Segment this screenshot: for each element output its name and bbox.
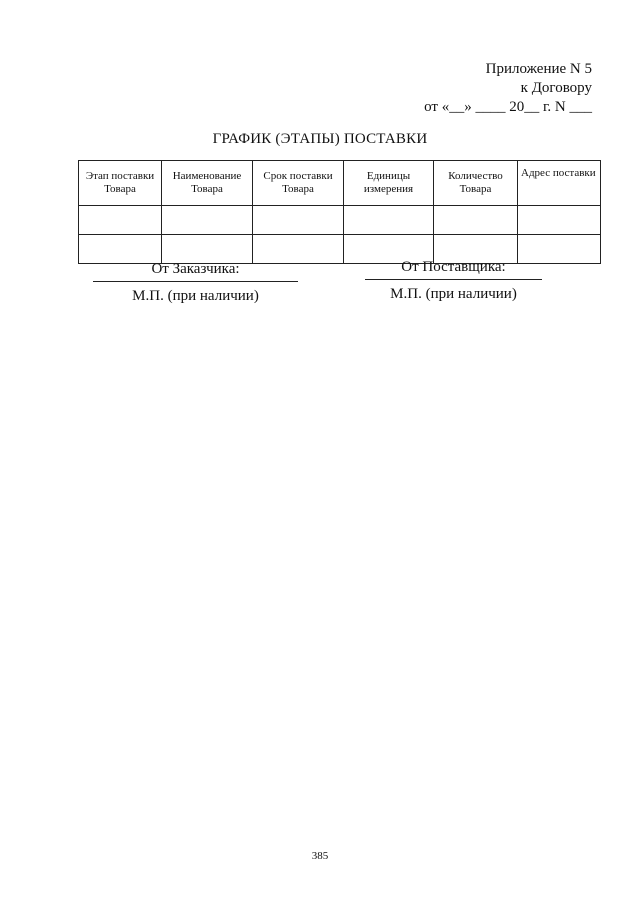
table-cell bbox=[162, 235, 253, 264]
supplier-signature-block bbox=[365, 259, 542, 303]
customer-signature-label: От Заказчика: bbox=[151, 261, 240, 277]
appendix-header bbox=[424, 60, 592, 117]
customer-stamp-label: М.П. (при наличии) bbox=[132, 288, 259, 304]
header-name: Наименование Товара bbox=[162, 161, 253, 206]
customer-signature-block bbox=[93, 261, 298, 305]
table-row bbox=[79, 206, 601, 235]
header-term: Срок поставки Товара bbox=[253, 161, 344, 206]
table-cell bbox=[162, 206, 253, 235]
customer-signature-line bbox=[93, 281, 298, 282]
header-stage: Этап поставки Товара bbox=[79, 161, 162, 206]
table-cell bbox=[253, 206, 344, 235]
table-cell bbox=[518, 206, 601, 235]
table-cell bbox=[434, 206, 518, 235]
table-cell bbox=[79, 235, 162, 264]
supplier-signature-line bbox=[365, 279, 542, 280]
page-number: 385 bbox=[311, 850, 329, 862]
delivery-schedule-table bbox=[78, 160, 601, 264]
table-cell bbox=[253, 235, 344, 264]
supplier-signature-label: От Поставщика: bbox=[401, 259, 506, 275]
table-cell bbox=[344, 206, 434, 235]
table-cell bbox=[79, 206, 162, 235]
appendix-number: Приложение N 5 bbox=[485, 61, 592, 77]
document-title: ГРАФИК (ЭТАПЫ) ПОСТАВКИ bbox=[212, 131, 428, 147]
header-address: Адрес поставки bbox=[518, 161, 601, 206]
supplier-stamp-label: М.П. (при наличии) bbox=[390, 286, 517, 302]
header-quantity: Количество Товара bbox=[434, 161, 518, 206]
appendix-contract-date: от «__» ____ 20__ г. N ___ bbox=[424, 99, 592, 115]
appendix-contract-ref: к Договору bbox=[520, 80, 592, 96]
header-units: Единицы измерения bbox=[344, 161, 434, 206]
table-header-row bbox=[79, 161, 601, 206]
